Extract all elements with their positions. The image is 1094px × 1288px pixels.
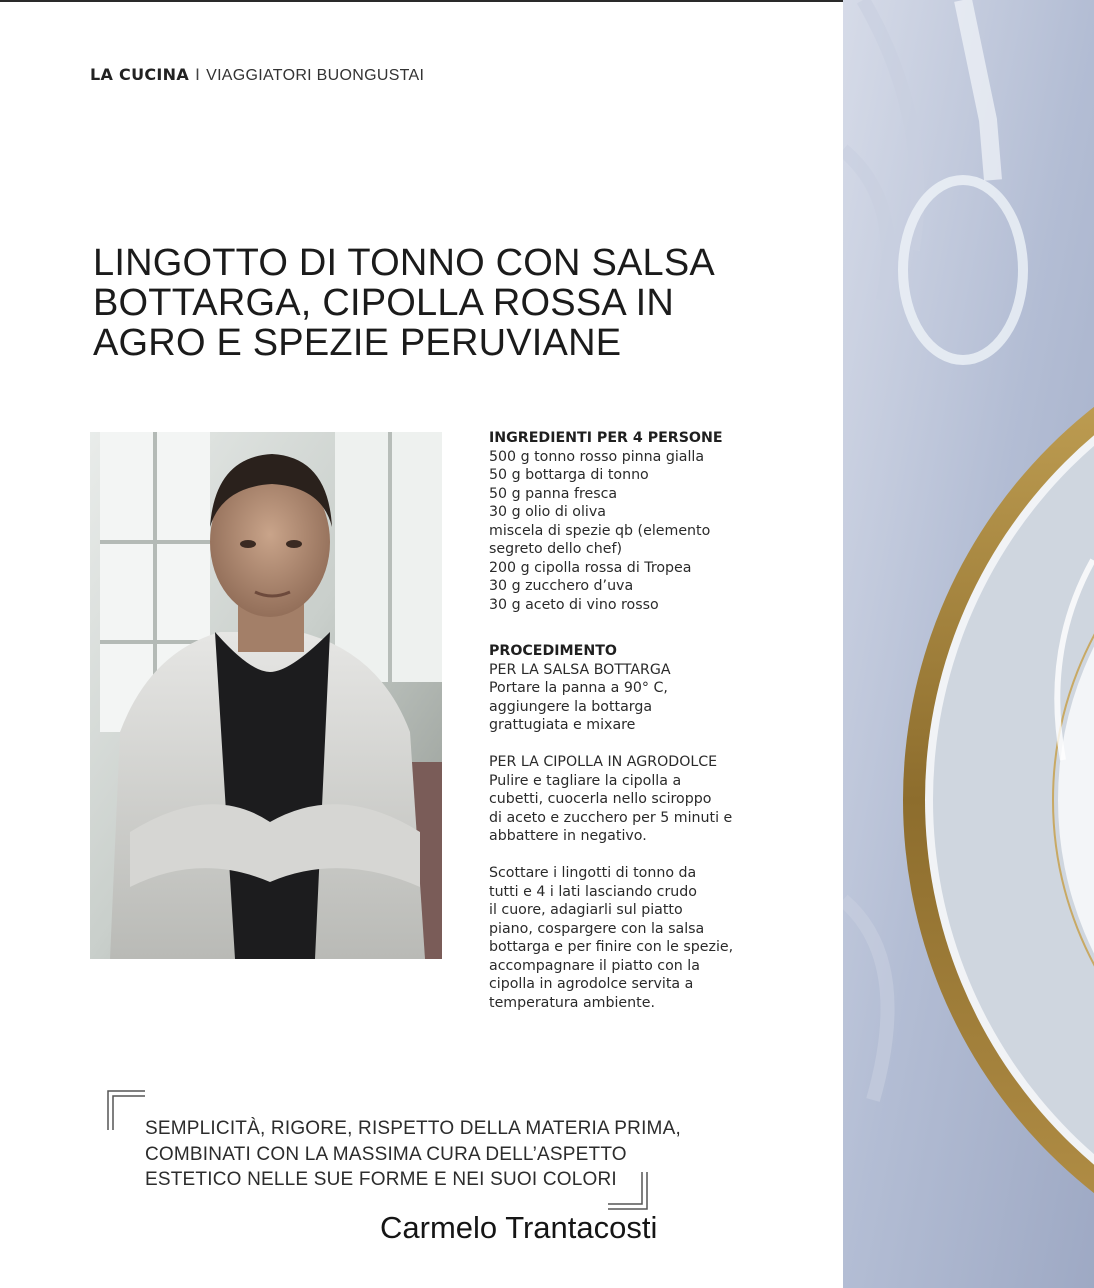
title-line: AGRO E SPEZIE PERUVIANE [93,322,622,364]
procedure-line: aggiungere la bottarga [489,698,653,715]
procedure-line: bottarga e per finire con le spezie, [489,939,734,955]
quote-line: COMBINATI CON LA MASSIMA CURA DELL’ASPETTO [145,1143,627,1165]
procedure-line: cubetti, cuocerla nello sciroppo [489,791,712,807]
chef-portrait [90,432,442,959]
ingredient-item: 30 g zucchero d’uva [489,578,634,594]
procedure-heading: PROCEDIMENTO [489,643,617,659]
procedure-line: Pulire e tagliare la cipolla a [489,772,682,789]
quote-close-bracket-icon [608,1172,648,1210]
ingredient-item: segreto dello chef) [489,541,622,557]
section-label: LA CUCINA [90,65,190,84]
ingredient-item: 50 g bottarga di tonno [489,467,649,483]
procedure-line: piano, cospargere con la salsa [489,920,705,937]
subsection-label: VIAGGIATORI BUONGUSTAI [206,67,425,84]
procedure-line: PER LA SALSA BOTTARGA [489,661,671,678]
title-line: BOTTARGA, CIPOLLA ROSSA IN [93,282,674,324]
procedure-line: tutti e 4 i lati lasciando crudo [489,883,697,900]
procedure-line: accompagnare il piatto con la [489,957,700,974]
chef-name: Carmelo Trantacosti [380,1210,658,1245]
section-header [90,65,424,85]
procedure-line: PER LA CIPOLLA IN AGRODOLCE [489,754,718,770]
procedure-line: temperatura ambiente. [489,994,655,1011]
ingredient-item: 30 g olio di oliva [489,504,606,520]
title-line: LINGOTTO DI TONNO CON SALSA [93,242,715,284]
procedure-line: di aceto e zucchero per 5 minuti e [489,809,733,826]
ingredients-heading: INGREDIENTI PER 4 PERSONE [489,430,723,446]
pull-quote [145,1116,681,1193]
procedure-line: cipolla in agrodolce servita a [489,976,694,992]
procedure-line: Scottare i lingotti di tonno da [489,865,697,881]
procedure-line: il cuore, adagiarli sul piatto [489,902,683,918]
plate-photo [843,0,1094,1288]
ingredient-item: 500 g tonno rosso pinna gialla [489,448,705,465]
recipe-text [489,429,789,1012]
procedure-line: Portare la panna a 90° C, [489,680,668,696]
ingredient-item: miscela di spezie qb (elemento [489,522,711,539]
recipe-title [93,243,813,363]
ingredient-item: 50 g panna fresca [489,485,618,502]
quote-line: SEMPLICITÀ, RIGORE, RISPETTO DELLA MATERIA PRIMA, [145,1118,681,1139]
ingredient-item: 200 g cipolla rossa di Tropea [489,559,692,576]
top-rule [0,0,843,2]
procedure-line: abbattere in negativo. [489,828,647,844]
header-separator: I [195,65,201,84]
ingredient-item: 30 g aceto di vino rosso [489,596,659,613]
procedure-line: grattugiata e mixare [489,717,636,733]
quote-line: ESTETICO NELLE SUE FORME E NEI SUOI COLORI [145,1169,617,1190]
quote-open-bracket-icon [107,1090,145,1130]
